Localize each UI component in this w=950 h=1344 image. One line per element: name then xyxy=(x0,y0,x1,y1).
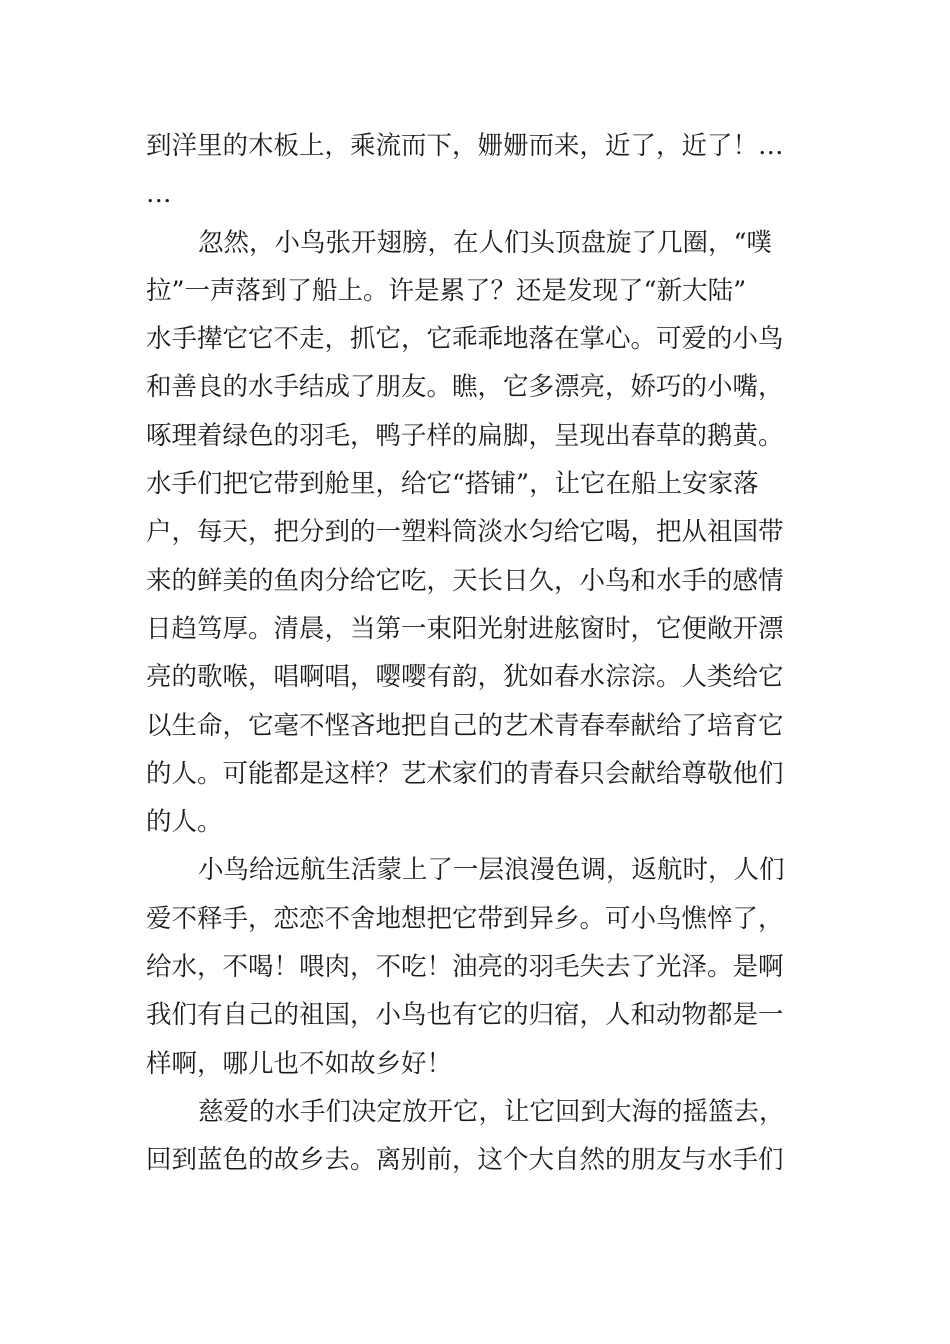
text-line: 亮的歌喉，唱啊唱，嘤嘤有韵，犹如春水淙淙。人类给它 xyxy=(146,662,784,693)
text-line: 和善良的水手结成了朋友。瞧，它多漂亮，娇巧的小嘴， xyxy=(146,372,784,403)
text-line: 到洋里的木板上，乘流而下，姗姗而来，近了，近了！… xyxy=(146,131,784,161)
text-line: 的人。可能都是这样？艺术家们的青春只会献给尊敬他们 xyxy=(146,758,784,789)
text-line: 拉”一声落到了船上。许是累了？还是发现了“新大陆” xyxy=(146,275,747,306)
text-line: 户，每天，把分到的一塑料筒淡水匀给它喝，把从祖国带 xyxy=(146,517,784,548)
text-line: 日趋笃厚。清晨，当第一束阳光射进舷窗时，它便敞开漂 xyxy=(146,613,784,644)
text-line: 水手们把它带到舱里，给它“搭铺”，让它在船上安家落 xyxy=(146,469,759,500)
text-line: 给水，不喝！喂肉，不吃！油亮的羽毛失去了光泽。是啊 xyxy=(146,952,784,983)
text-line: 水手撵它它不走，抓它，它乖乖地落在掌心。可爱的小鸟 xyxy=(146,324,784,355)
text-line: 爱不释手，恋恋不舍地想把它带到异乡。可小鸟憔悴了， xyxy=(146,903,784,934)
text-line: 的人。 xyxy=(146,807,223,838)
text-line: … xyxy=(146,179,172,210)
paragraph-first-line: 小鸟给远航生活蒙上了一层浪漫色调，返航时，人们 xyxy=(198,855,785,886)
paragraph-first-line: 忽然，小鸟张开翅膀，在人们头顶盘旋了几圈，“噗 xyxy=(198,227,773,258)
text-line: 以生命，它毫不悭吝地把自己的艺术青春奉献给了培育它 xyxy=(146,710,784,741)
text-line: 来的鲜美的鱼肉分给它吃，天长日久，小鸟和水手的感情 xyxy=(146,565,784,596)
text-line: 啄理着绿色的羽毛，鸭子样的扁脚，呈现出春草的鹅黄。 xyxy=(146,420,784,451)
body-text xyxy=(146,122,806,1185)
text-line: 样啊，哪儿也不如故乡好！ xyxy=(146,1048,453,1079)
text-line: 回到蓝色的故乡去。离别前，这个大自然的朋友与水手们 xyxy=(146,1145,784,1176)
paragraph-first-line: 慈爱的水手们决定放开它，让它回到大海的摇篮去， xyxy=(198,1096,785,1127)
text-line: 我们有自己的祖国，小鸟也有它的归宿，人和动物都是一 xyxy=(146,1000,784,1031)
